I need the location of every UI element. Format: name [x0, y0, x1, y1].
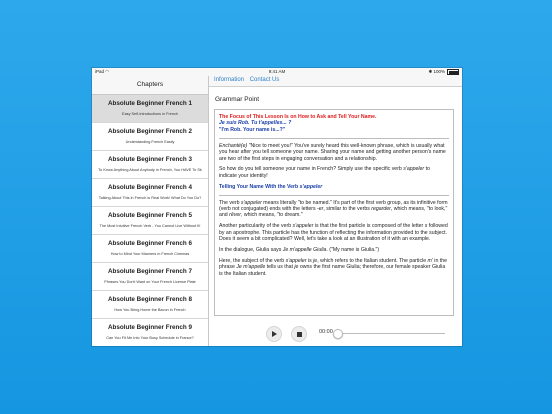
paragraph-text: , similar to the verbs [323, 206, 372, 213]
chapter-subtitle: Talking About This in French is Real Work! What Do You Do? [98, 196, 202, 200]
chapter-title: Absolute Beginner French 9 [108, 324, 192, 331]
term-je: je [294, 264, 299, 271]
divider [219, 138, 449, 139]
battery-indicator [428, 69, 459, 75]
chapter-item[interactable] [92, 263, 208, 291]
audio-player [209, 321, 462, 346]
paragraph-text: tells us that [265, 264, 295, 271]
battery-percent: 100% [433, 69, 445, 75]
ipad-screen [92, 68, 462, 346]
focus-block [219, 114, 449, 133]
paragraph-text: Here, the subject of the verb [219, 258, 286, 264]
paragraph-text: is [306, 258, 314, 264]
paragraph-how-to [219, 166, 449, 179]
paragraph-particularity [219, 223, 449, 242]
term-verb: s'appeler [285, 258, 307, 264]
bluetooth-icon: ✱ [428, 69, 433, 75]
playback-time: 00:00 [319, 329, 333, 335]
chapters-sidebar [92, 76, 209, 346]
paragraph-text: , which refers to the Italian student. The particle [317, 258, 428, 264]
chapter-title: Absolute Beginner French 2 [108, 128, 192, 135]
chapter-item[interactable] [92, 235, 208, 263]
chapter-subtitle: How You Bring Home the Bacon in French [114, 308, 186, 312]
wifi-icon: ◠ [105, 69, 110, 74]
chapter-item[interactable] [92, 319, 208, 346]
chapter-item[interactable] [92, 291, 208, 319]
chapter-subtitle: Can You Fit Me Into Your Busy Schedule in France? [106, 336, 194, 340]
term-je: je [313, 258, 318, 264]
chapter-item[interactable] [92, 95, 208, 123]
term-verb: s'appeler [240, 199, 262, 206]
subheading-text: Telling Your Name With the Verb [219, 183, 300, 190]
paragraph-text: to indicate your identity! [219, 166, 430, 179]
progress-slider[interactable] [335, 333, 445, 334]
status-time: 9:41 AM [268, 69, 286, 74]
example-english: "I'm Rob. Your name is...?" [219, 126, 286, 133]
page-title: Grammar Point [215, 96, 260, 103]
term-s: s [424, 223, 428, 230]
paragraph-text: is that the first particle is composed of the letter [313, 223, 425, 230]
chapter-title: Absolute Beginner French 3 [108, 156, 192, 163]
chapter-subtitle: To Know Anything About Anybody in French, You HAVE To Sk [98, 168, 202, 172]
paragraph-subject [219, 258, 449, 277]
status-bar [92, 68, 462, 76]
paragraph-text: "Nice to meet you!" You've surely heard this well-known phrase, which is usually what you hear after you tell someone your name. Sharing your name and getting another person's name are two of the first steps in engaging conversation and a relationship. [219, 142, 446, 162]
paragraph-text: owns the first name Giulia; therefore, our female speaker Giulia is the Italian student. [219, 264, 446, 277]
paragraph-text: The verb [219, 199, 241, 206]
paragraph-text: In the dialogue, Giulia says [219, 247, 283, 254]
term-enchante: Enchanté(e) [219, 142, 248, 149]
contact-us-link[interactable]: Contact Us [249, 77, 280, 83]
paragraph-text: followed by an apostrophe. This particle has the function of reflecting the information provided to the subject. Does it seem a bit complicated? Well, let's take a look at an illustration of it with an example. [219, 223, 448, 243]
example-french: Je suis Rob. Tu t'appelles... ? [219, 120, 292, 127]
subheading [219, 184, 449, 190]
information-link[interactable]: Information [214, 77, 245, 83]
paragraph-text: in the phrase [219, 258, 447, 271]
term-er: -er [317, 206, 324, 213]
chapter-subtitle: How to Mind Your Manners in French Cinemas [110, 252, 190, 256]
chapter-title: Absolute Beginner French 6 [108, 240, 192, 247]
term-rever: rêver [229, 212, 241, 219]
divider [219, 195, 449, 196]
chapter-subtitle: Understanding French Easily [125, 140, 175, 144]
term-verb: s'appeler [292, 223, 314, 230]
chapter-title: Absolute Beginner French 8 [108, 296, 192, 303]
chapter-subtitle: Phrases You Don't Want on Your French License Plate [104, 280, 196, 284]
sidebar-title: Chapters [92, 76, 208, 95]
chapter-title: Absolute Beginner French 4 [108, 184, 192, 191]
paragraph-text: So how do you tell someone your name in French? Simply use the specific verb [219, 166, 404, 173]
chapter-item[interactable] [92, 151, 208, 179]
chapter-item[interactable] [92, 207, 208, 235]
paragraph-text: , which means, "to dream." [240, 212, 303, 219]
chapter-title: Absolute Beginner French 7 [108, 268, 192, 275]
paragraph-text: Another particularity of the verb [219, 223, 293, 230]
chapter-item[interactable] [92, 179, 208, 207]
chapter-subtitle: The Most Intuitive French Verb - You Cannot Live Without It! [99, 224, 201, 228]
paragraph-enchante [219, 143, 449, 162]
term-phrase: Je m'appelle [236, 264, 266, 271]
paragraph-text: means literally "to be named." It's part of the first verb group, as its infinitive form (verb not conjugated) ends with the letters [219, 199, 448, 213]
paragraph-dialogue [219, 247, 449, 253]
paragraph-text: , which means, "to look," and [219, 206, 448, 219]
chapter-subtitle: Easy Self-Introductions in French [122, 112, 178, 116]
carrier-text: iPad [95, 69, 105, 74]
chapter-item[interactable] [92, 123, 208, 151]
chapter-list [92, 95, 208, 346]
slider-thumb[interactable] [333, 329, 343, 339]
lesson-content[interactable] [214, 109, 454, 316]
main-panel [209, 76, 462, 346]
subheading-verb: s'appeler [299, 183, 323, 190]
stop-button[interactable] [291, 326, 307, 342]
term-m: m' [427, 258, 433, 264]
term-regarder: regarder [371, 206, 391, 213]
play-button[interactable] [266, 326, 282, 342]
paragraph-text: . ("My name is Giulia.") [326, 247, 380, 254]
top-nav [209, 76, 462, 87]
battery-icon [447, 69, 459, 75]
term-verb: s'appeler [403, 166, 425, 173]
chapter-title: Absolute Beginner French 5 [108, 212, 192, 219]
focus-line: The Focus of This Lesson Is on How to Ask and Tell Your Name. [219, 114, 377, 120]
chapter-title: Absolute Beginner French 1 [108, 100, 192, 107]
term-quote: Je m'appelle Giulia [282, 247, 327, 254]
paragraph-verb-meaning [219, 200, 449, 219]
